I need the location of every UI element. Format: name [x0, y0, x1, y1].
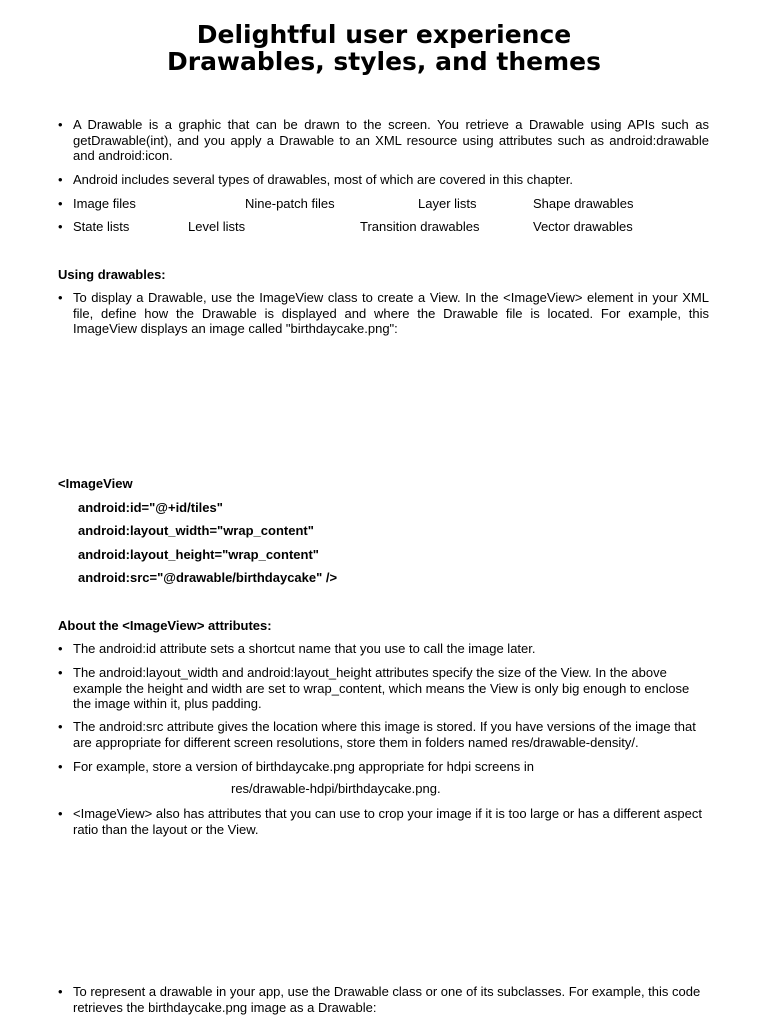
- type-image-files: Image files: [73, 196, 136, 211]
- bullet-icon: •: [58, 172, 63, 187]
- type-nine-patch-files: Nine-patch files: [245, 196, 335, 211]
- hdpi-path: res/drawable-hdpi/birthdaycake.png.: [231, 781, 441, 796]
- type-level-lists: Level lists: [188, 219, 246, 234]
- bullet-icon: •: [58, 759, 63, 774]
- type-shape-drawables: Shape drawables: [533, 196, 634, 211]
- bullet-text: The android:layout_width and android:layout_height attributes specify the size of the View. In the above example the height and width are set to wrap_content, which means the View is only big enough to enclose the image within it, plus padding.: [73, 665, 690, 711]
- code-line-2: android:id="@+id/tiles": [78, 500, 223, 515]
- bullet-icon: •: [58, 984, 63, 999]
- bullet-icon: •: [58, 219, 63, 234]
- bullet-text: For example, store a version of birthdaycake.png appropriate for hdpi screens in: [73, 759, 535, 774]
- page-title-line-1: Delightful user experience: [196, 20, 572, 49]
- section-heading-about-attributes: About the <ImageView> attributes:: [58, 618, 272, 633]
- bullet-text: Android includes several types of drawables, most of which are covered in this chapter.: [73, 172, 574, 187]
- bullet-icon: •: [58, 641, 63, 656]
- bullet-icon: •: [58, 196, 63, 211]
- about-bullet-hdpi-example: [58, 759, 709, 775]
- code-line-4: android:layout_height="wrap_content": [78, 547, 319, 562]
- bullet-text: The android:src attribute gives the location where this image is stored. If you have versions of the image that are appropriate for different screen resolutions, store them in folders named res/drawable-density/.: [73, 719, 696, 750]
- bullet-icon: •: [58, 117, 63, 132]
- bullet-text: <ImageView> also has attributes that you can use to crop your image if it is too large or has a different aspect ratio than the layout or the View.: [73, 806, 702, 837]
- bullet-icon: •: [58, 290, 63, 305]
- code-line-1: <ImageView: [58, 476, 133, 491]
- bullet-text: To display a Drawable, use the ImageView class to create a View. In the <ImageView> element in your XML file, define how the Drawable is displayed and where the Drawable file is located. For example, this ImageView displays an image called "birthdaycake.png":: [73, 290, 709, 336]
- type-state-lists: State lists: [73, 219, 130, 234]
- final-bullet-drawable-class: [58, 984, 709, 1015]
- drawable-types-row-2: [58, 219, 709, 235]
- about-bullet-layout-size: [58, 665, 709, 712]
- bullet-icon: •: [58, 806, 63, 821]
- code-line-5: android:src="@drawable/birthdaycake" />: [78, 570, 338, 585]
- using-bullet-imageview: [58, 290, 709, 337]
- page-title-line-2: Drawables, styles, and themes: [166, 47, 601, 76]
- about-bullet-id: [58, 641, 709, 657]
- about-bullet-src: [58, 719, 709, 750]
- bullet-icon: •: [58, 719, 63, 734]
- drawable-types-row-1: [58, 196, 709, 212]
- type-transition-drawables: Transition drawables: [360, 219, 480, 234]
- intro-bullet-drawable-definition: [58, 117, 709, 164]
- about-bullet-crop: [58, 806, 709, 837]
- intro-bullet-drawable-types: [58, 172, 709, 188]
- type-layer-lists: Layer lists: [418, 196, 477, 211]
- type-vector-drawables: Vector drawables: [533, 219, 633, 234]
- bullet-text: The android:id attribute sets a shortcut name that you use to call the image later.: [73, 641, 536, 656]
- section-heading-using-drawables: Using drawables:: [58, 267, 166, 282]
- code-line-3: android:layout_width="wrap_content": [78, 523, 314, 538]
- bullet-text: To represent a drawable in your app, use the Drawable class or one of its subclasses. For example, this code retrieves the birthdaycake.png image as a Drawable:: [73, 984, 701, 1015]
- bullet-text: A Drawable is a graphic that can be drawn to the screen. You retrieve a Drawable using APIs such as getDrawable(int), and you apply a Drawable to an XML resource using attributes such as android:drawable and android:icon.: [73, 117, 709, 163]
- bullet-icon: •: [58, 665, 63, 680]
